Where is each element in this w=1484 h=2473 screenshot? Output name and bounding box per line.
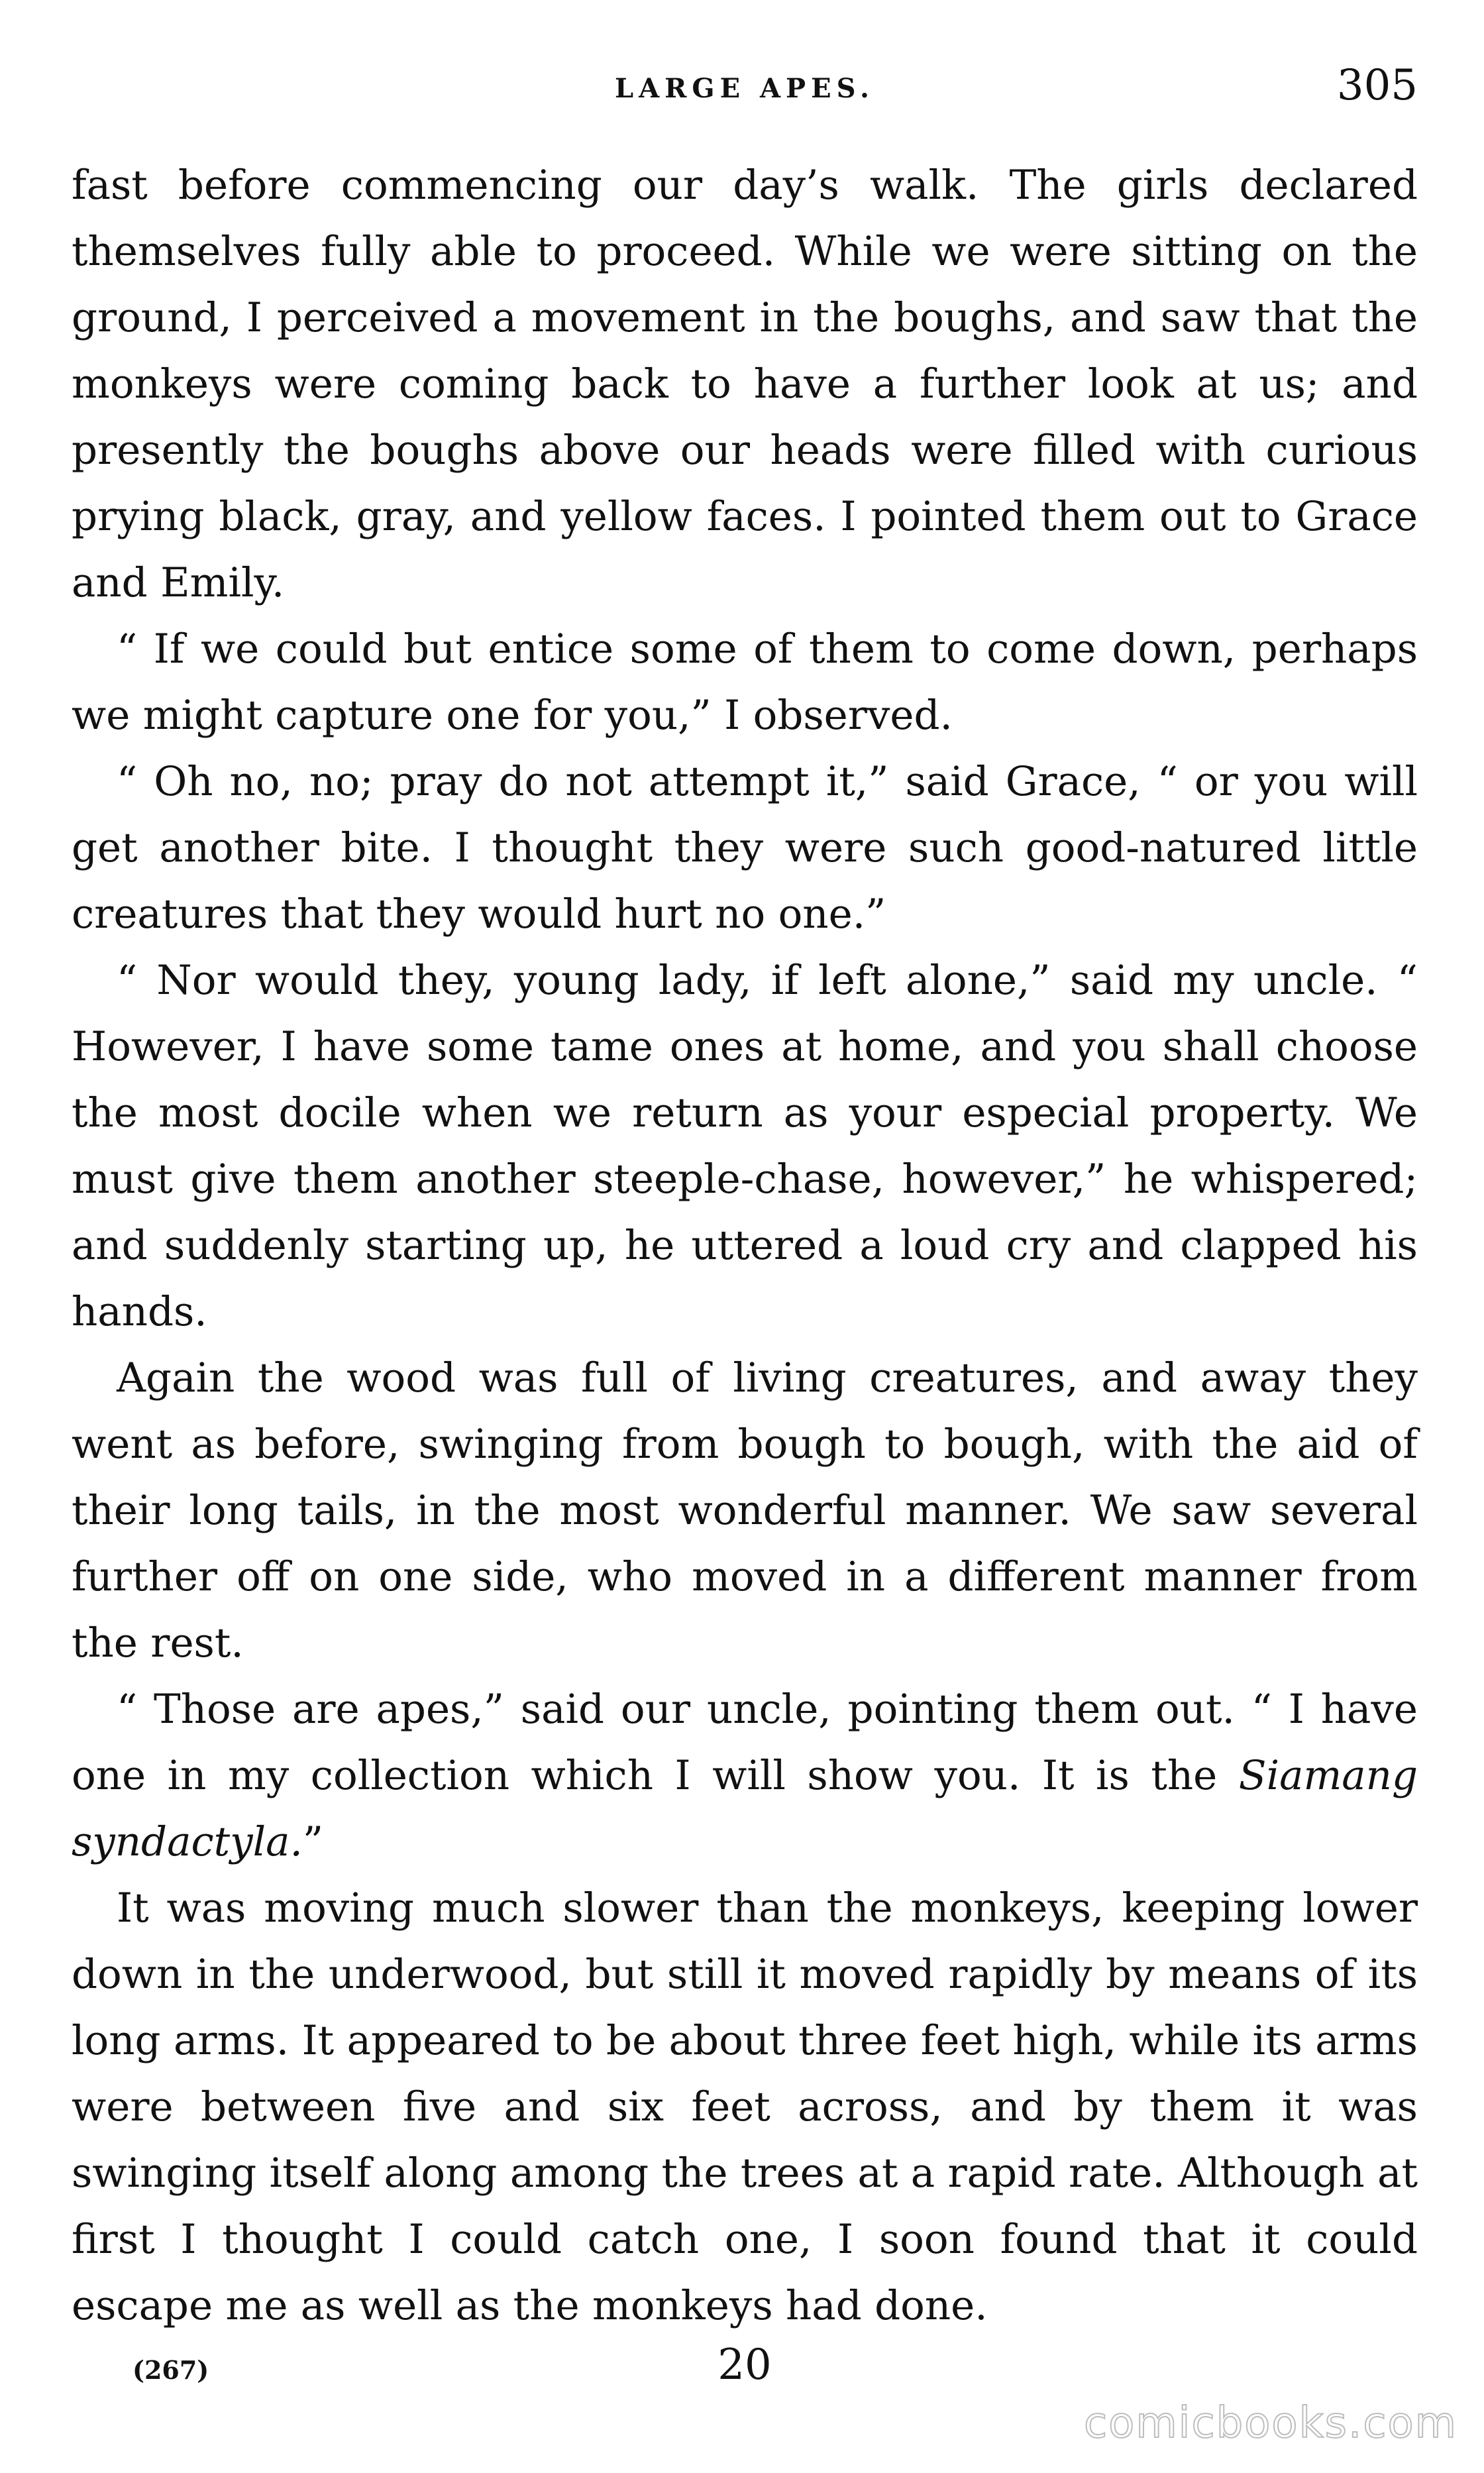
running-head: LARGE APES. <box>615 73 874 104</box>
paragraph-text: “ Those are apes,” said our uncle, pointing them out. “ I have one in my collection which I will show you. It is the <box>72 1686 1418 1799</box>
species-name: Siamang syndactyla. <box>72 1752 1418 1865</box>
paragraph: “ Oh no, no; pray do not attempt it,” said Grace, “ or you will get another bite. I thought they were such good-natured little creatures that they would hurt no one.” <box>72 758 1418 938</box>
closing-quote: ” <box>302 1818 324 1865</box>
body-text <box>72 152 1418 2339</box>
page-footer <box>72 2340 1418 2393</box>
paragraph: Again the wood was full of living creatures, and away they went as before, swinging from bough to bough, with the aid of their long tails, in the most wonderful manner. We saw several further off on one side, who moved in a different manner from the rest. <box>72 1354 1418 1667</box>
signature-mark: (267) <box>132 2355 209 2385</box>
paragraph: “ If we could but entice some of them to come down, perhaps we might capture one for you,” I observed. <box>72 626 1418 739</box>
signature-number: 20 <box>717 2340 772 2390</box>
watermark: comicbooks.com <box>1083 2399 1458 2448</box>
paragraph <box>72 1676 1418 1875</box>
paragraph: It was moving much slower than the monkeys, keeping lower down in the underwood, but still it moved rapidly by means of its long arms. It appeared to be about three feet high, while its arms were between five and six feet across, and by them it was swinging itself along among the trees at a rapid rate. Although at first I thought I could catch one, I soon found that it could escape me as well as the monkeys had done. <box>72 1885 1418 2329</box>
paragraph: “ Nor would they, young lady, if left alone,” said my uncle. “ However, I have some tame ones at home, and you shall choose the most docile when we return as your especial property. We must give them another steeple-chase, however,” he whispered; and suddenly starting up, he uttered a loud cry and clapped his hands. <box>72 957 1418 1335</box>
paragraph: fast before commencing our day’s walk. The girls declared themselves fully able to proceed. While we were sitting on the ground, I perceived a movement in the boughs, and saw that the monkeys were coming back to have a further look at us; and presently the boughs above our heads were filled with curious prying black, gray, and yellow faces. I pointed them out to Grace and Emily. <box>72 162 1418 606</box>
page-number: 305 <box>1336 61 1418 110</box>
page-header <box>72 61 1418 114</box>
